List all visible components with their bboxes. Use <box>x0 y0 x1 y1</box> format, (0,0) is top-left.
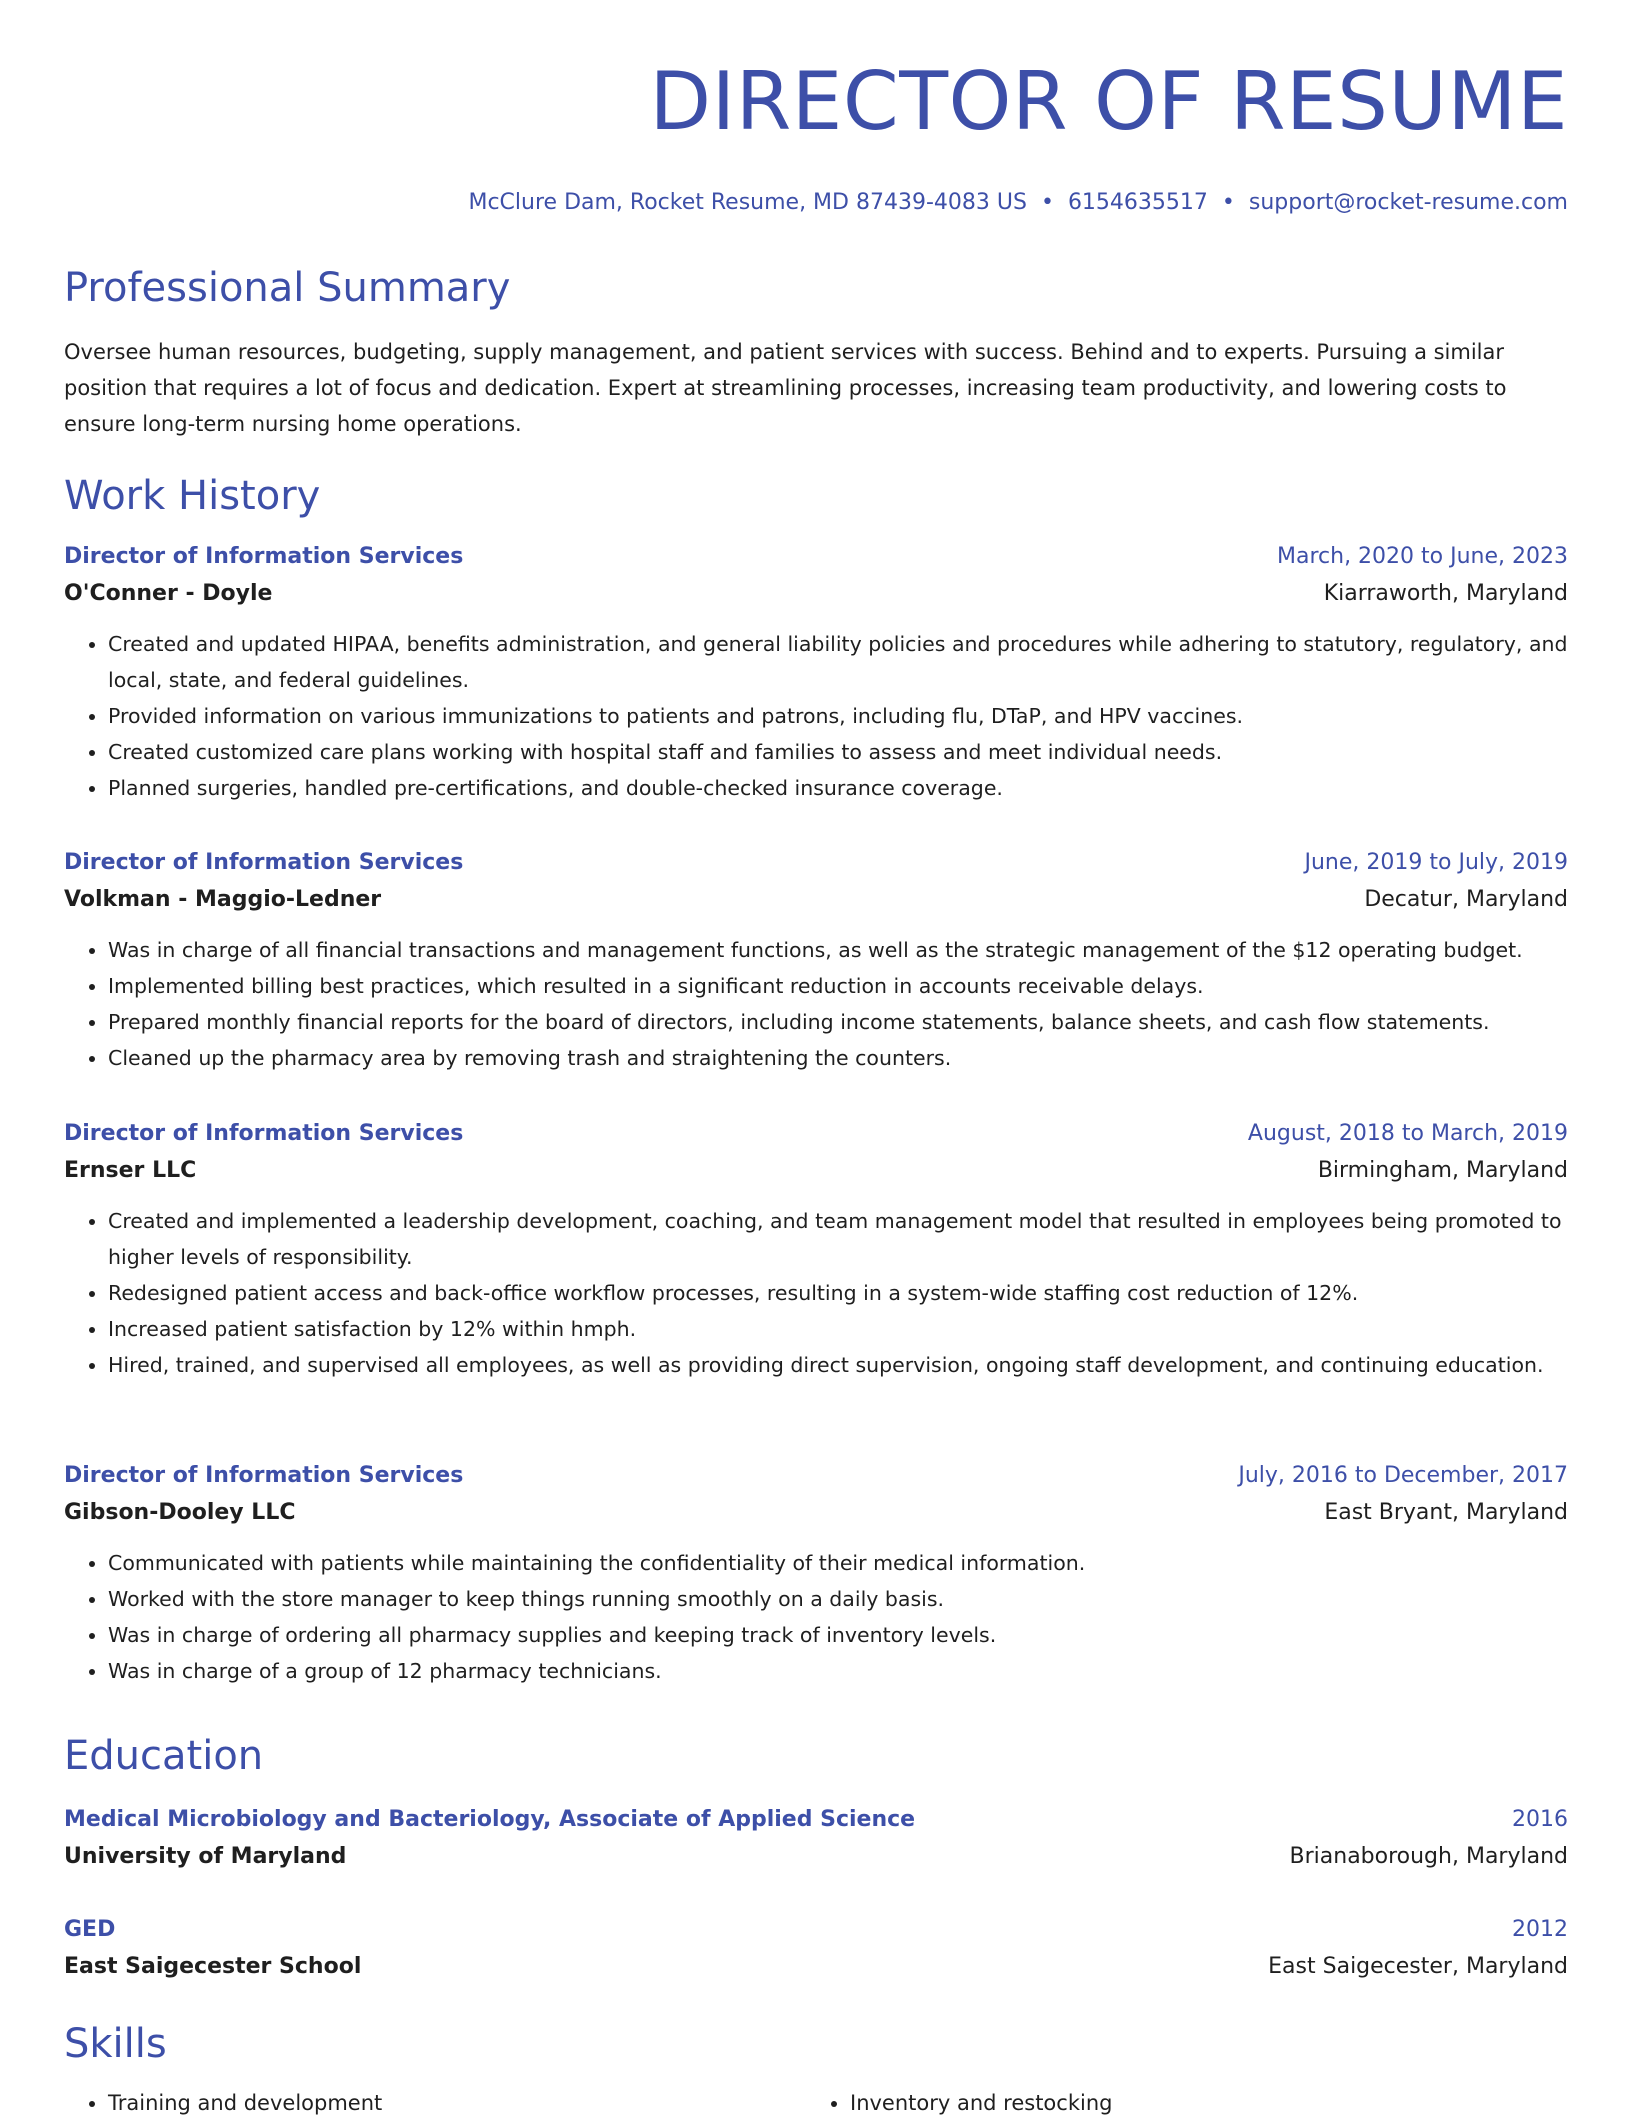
section-title-education: Education <box>64 1733 264 1779</box>
education-school-row <box>64 1837 1568 1877</box>
job-company: Ernser LLC <box>64 1158 197 1183</box>
section-title-summary: Professional Summary <box>64 265 511 311</box>
job-bullet: • Cleaned up the pharmacy area by removing trash and straightening the counters. <box>108 1040 1568 1076</box>
section-title-work-history: Work History <box>64 473 321 519</box>
job-entry <box>64 1459 1568 1689</box>
job-company-row <box>64 574 1568 614</box>
job-bullet: • Worked with the store manager to keep things running smoothly on a daily basis. <box>108 1581 1568 1617</box>
job-entry <box>64 1117 1568 1383</box>
job-bullets <box>64 1203 1568 1383</box>
skills-list <box>64 2085 1568 2121</box>
job-location: East Bryant, Maryland <box>1324 1500 1568 1525</box>
contact-separator: • <box>1221 190 1235 215</box>
job-dates: March, 2020 to June, 2023 <box>1277 544 1568 569</box>
education-entry <box>64 1803 1568 1877</box>
job-bullet: • Created and implemented a leadership development, coaching, and team management model that resulted in employees being promoted to higher levels of responsibility. <box>108 1203 1568 1275</box>
job-bullet: • Planned surgeries, handled pre-certifications, and double-checked insurance coverage. <box>108 770 1568 806</box>
education-degree: GED <box>64 1917 116 1942</box>
job-bullet: • Was in charge of all financial transactions and management functions, as well as the strategic management of the $12 operating budget. <box>108 932 1568 968</box>
education-entry <box>64 1913 1568 1987</box>
job-bullet: • Provided information on various immunizations to patients and patrons, including flu, DTaP, and HPV vaccines. <box>108 698 1568 734</box>
job-dates: June, 2019 to July, 2019 <box>1304 850 1568 875</box>
job-company: O'Conner - Doyle <box>64 581 273 606</box>
education-year: 2016 <box>1512 1807 1568 1832</box>
education-degree: Medical Microbiology and Bacteriology, Associate of Applied Science <box>64 1807 916 1832</box>
job-bullet: • Communicated with patients while maintaining the confidentiality of their medical information. <box>108 1545 1568 1581</box>
job-bullet: • Prepared monthly financial reports for the board of directors, including income statements, balance sheets, and cash flow statements. <box>108 1004 1568 1040</box>
skills-column-right <box>806 2085 1548 2121</box>
skills-column-left <box>64 2085 806 2121</box>
job-header-row <box>64 846 1568 880</box>
job-role: Director of Information Services <box>64 1463 464 1488</box>
job-bullet: • Was in charge of ordering all pharmacy supplies and keeping track of inventory levels. <box>108 1617 1568 1653</box>
contact-address: McClure Dam, Rocket Resume, MD 87439-4083 US <box>468 190 1027 215</box>
job-header-row <box>64 1117 1568 1151</box>
job-header-row <box>64 1459 1568 1493</box>
section-title-skills: Skills <box>64 2021 167 2067</box>
job-bullet: • Was in charge of a group of 12 pharmacy technicians. <box>108 1653 1568 1689</box>
job-bullet: • Created and updated HIPAA, benefits administration, and general liability policies and procedures while adhering to statutory, regulatory, and local, state, and federal guidelines. <box>108 626 1568 698</box>
job-company-row <box>64 880 1568 920</box>
summary-text: Oversee human resources, budgeting, supply management, and patient services with success. Behind and to experts. Pursuing a similar position that requires a lot of focus and dedication. Expert at streamlining processes, increasing team productivity, and lowering costs to ensure long-term nursing home operations. <box>64 340 1507 436</box>
job-role: Director of Information Services <box>64 1121 464 1146</box>
job-company-row <box>64 1493 1568 1533</box>
education-school-row <box>64 1947 1568 1987</box>
job-bullets <box>64 626 1568 806</box>
job-bullet: • Increased patient satisfaction by 12% within hmph. <box>108 1311 1568 1347</box>
job-location: Decatur, Maryland <box>1364 887 1568 912</box>
job-bullets <box>64 1545 1568 1689</box>
job-dates: July, 2016 to December, 2017 <box>1238 1463 1568 1488</box>
job-company: Volkman - Maggio-Ledner <box>64 887 382 912</box>
contact-line <box>64 188 1568 218</box>
job-entry <box>64 540 1568 806</box>
education-school: East Saigecester School <box>64 1954 362 1979</box>
resume-page <box>64 0 1568 2115</box>
job-bullets <box>64 932 1568 1076</box>
job-location: Kiarraworth, Maryland <box>1323 581 1568 606</box>
education-header-row <box>64 1803 1568 1837</box>
education-header-row <box>64 1913 1568 1947</box>
job-role: Director of Information Services <box>64 544 464 569</box>
resume-name-heading: DIRECTOR OF RESUME <box>649 55 1568 148</box>
job-location: Birmingham, Maryland <box>1317 1158 1568 1183</box>
education-school: University of Maryland <box>64 1844 347 1869</box>
job-bullet: • Implemented billing best practices, which resulted in a significant reduction in accounts receivable delays. <box>108 968 1568 1004</box>
education-year: 2012 <box>1512 1917 1568 1942</box>
job-company: Gibson-Dooley LLC <box>64 1500 296 1525</box>
job-bullet: • Hired, trained, and supervised all employees, as well as providing direct supervision, ongoing staff development, and continuing education. <box>108 1347 1568 1383</box>
job-dates: August, 2018 to March, 2019 <box>1247 1121 1568 1146</box>
skill-item: • Inventory and restocking <box>850 2085 1548 2121</box>
contact-separator: • <box>1040 190 1054 215</box>
job-header-row <box>64 540 1568 574</box>
job-bullet: • Redesigned patient access and back-office workflow processes, resulting in a system-wide staffing cost reduction of 12%. <box>108 1275 1568 1311</box>
job-entry <box>64 846 1568 1076</box>
job-role: Director of Information Services <box>64 850 464 875</box>
job-company-row <box>64 1151 1568 1191</box>
contact-phone: 6154635517 <box>1067 190 1208 215</box>
education-location: East Saigecester, Maryland <box>1268 1954 1568 1979</box>
job-bullet: • Created customized care plans working with hospital staff and families to assess and meet individual needs. <box>108 734 1568 770</box>
skill-item: • Training and development <box>108 2085 806 2121</box>
education-location: Brianaborough, Maryland <box>1289 1844 1568 1869</box>
contact-email: support@rocket-resume.com <box>1248 190 1568 215</box>
